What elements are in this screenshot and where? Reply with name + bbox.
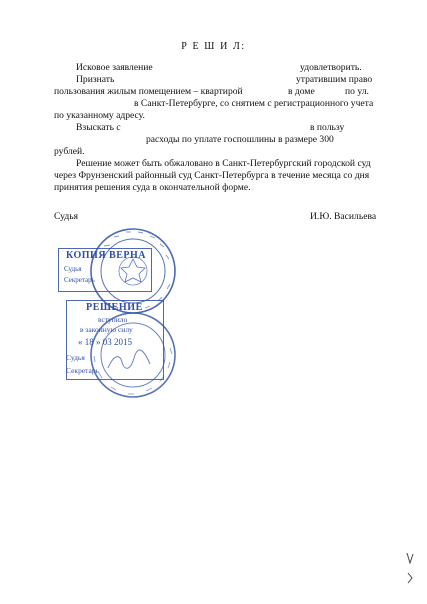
appeal-line-1: Решение может быть обжаловано в Санкт-Петербургский городской суд [76, 158, 371, 169]
effective-stamp-title: РЕШЕНИЕ [86, 302, 143, 313]
decision-title: Р Е Ш И Л: [181, 41, 246, 52]
appeal-line-2: через Фрунзенский районный суд Санкт-Петербурга в течение месяца со дня [54, 170, 370, 181]
appeal-line-3: принятия решения суда в окончательной форме. [54, 182, 251, 193]
recover-label: Взыскать с [76, 122, 121, 133]
signature-name: И.Ю. Васильева [310, 211, 377, 222]
copy-stamp-judge: Судья [64, 265, 82, 273]
effective-stamp-line-1: вступило [98, 315, 128, 324]
copy-stamp-heading: КОПИЯ ВЕРНА [66, 250, 147, 261]
lost-right-text: утратившим право [296, 74, 373, 85]
address-text: по указанному адресу. [54, 110, 145, 121]
city-text: в Санкт-Петербурге, со снятием с регистрационного учета [134, 98, 374, 109]
margin-mark-lower [406, 572, 414, 584]
signature-role: Судья [54, 211, 79, 222]
margin-mark [406, 552, 414, 564]
handwritten-signature [106, 348, 156, 376]
effective-stamp-judge: Судья [66, 353, 85, 362]
rubles-text: рублей. [54, 146, 85, 157]
street-text: по ул. [345, 86, 369, 97]
recognize-label: Признать [76, 74, 115, 85]
claim-label: Исковое заявление [76, 62, 153, 73]
claim-result: удовлетворить. [300, 62, 362, 73]
copy-stamp [58, 248, 152, 292]
effective-stamp-date: « 18 » 03 2015 [78, 337, 132, 347]
use-text: пользования жилым помещением – квартирой [54, 86, 243, 97]
effective-stamp-line-2: в законную силу [80, 325, 133, 334]
copy-stamp-secretary: Секретарь [64, 276, 95, 284]
house-text: в доме [288, 86, 315, 97]
in-favor-text: в пользу [310, 122, 345, 133]
fee-text: расходы по уплате госпошлины в размере 300 [146, 134, 334, 145]
effective-stamp-secretary: Секретарь [66, 366, 100, 375]
effective-decision-stamp [66, 300, 164, 380]
